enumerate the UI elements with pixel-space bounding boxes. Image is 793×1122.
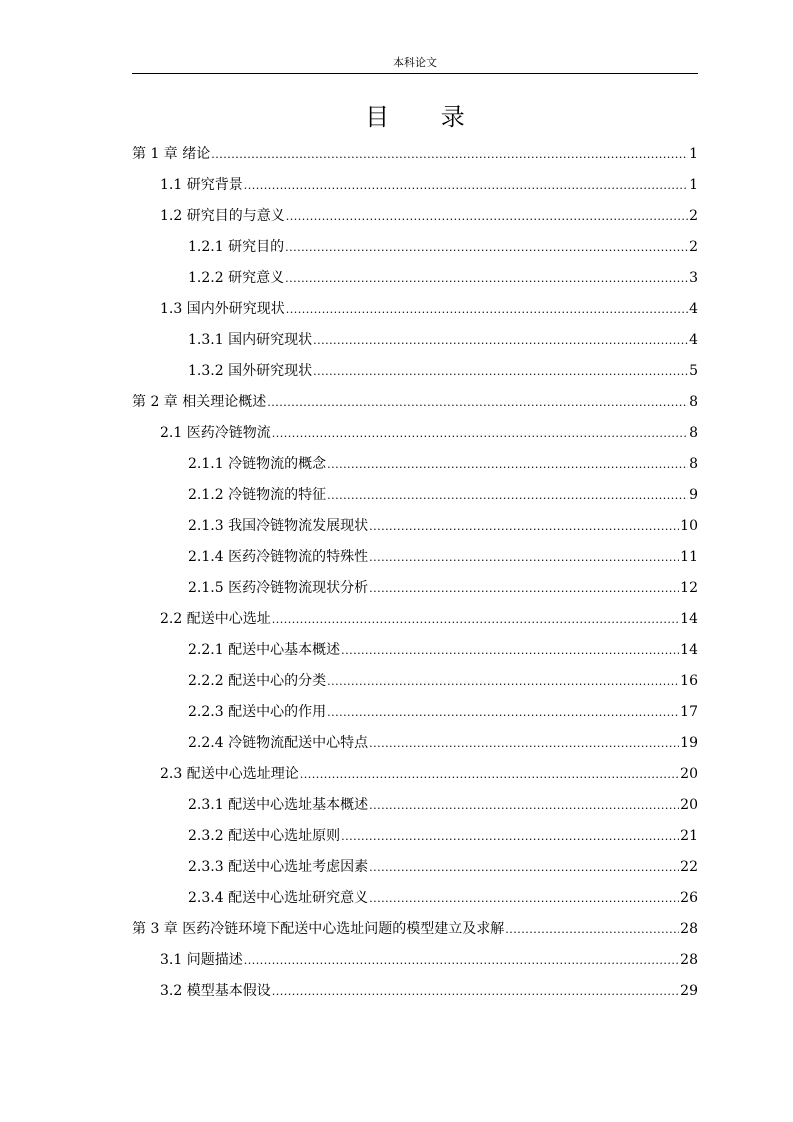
toc-entry-label: 3.1 问题描述 (160, 952, 243, 968)
toc-dot-leader (286, 201, 688, 232)
toc-entry-page: 21 (680, 828, 698, 844)
toc-entry-page: 8 (689, 394, 698, 410)
toc-entry-page: 29 (680, 983, 698, 999)
toc-entry-label: 1.1 研究背景 (160, 177, 243, 193)
toc-entry-label: 1.3.2 国外研究现状 (188, 363, 313, 379)
toc-dot-leader (272, 418, 688, 449)
toc-dot-leader (267, 387, 688, 418)
toc-entry[interactable] (132, 325, 698, 356)
toc-entry-page: 16 (680, 673, 698, 689)
toc-dot-leader (285, 263, 688, 294)
header-divider (132, 73, 698, 74)
toc-entry-page: 1 (689, 146, 698, 162)
toc-entry-label: 1.2.1 研究目的 (188, 239, 285, 255)
toc-entry-label: 1.3 国内外研究现状 (160, 301, 285, 317)
toc-entry-page: 10 (680, 518, 698, 534)
toc-entry[interactable] (132, 728, 698, 759)
toc-entry[interactable] (132, 759, 698, 790)
toc-dot-leader (505, 914, 679, 945)
toc-entry-page: 4 (689, 301, 698, 317)
toc-entry-page: 2 (689, 239, 698, 255)
toc-dot-leader (285, 232, 688, 263)
toc-entry-label: 2.3.4 配送中心选址研究意义 (188, 890, 369, 906)
toc-entry[interactable] (132, 945, 698, 976)
toc-entry[interactable] (132, 542, 698, 573)
toc-dot-leader (369, 883, 679, 914)
toc-dot-leader (369, 573, 679, 604)
toc-entry-label: 2.3.1 配送中心选址基本概述 (188, 797, 369, 813)
toc-entry[interactable] (132, 232, 698, 263)
toc-entry[interactable] (132, 697, 698, 728)
toc-dot-leader (369, 542, 679, 573)
toc-entry-page: 20 (680, 766, 698, 782)
toc-entry-label: 2.2 配送中心选址 (160, 611, 271, 627)
toc-entry[interactable] (132, 573, 698, 604)
toc-dot-leader (300, 759, 679, 790)
toc-dot-leader (369, 728, 679, 759)
toc-entry-page: 4 (689, 332, 698, 348)
toc-entry[interactable] (132, 263, 698, 294)
toc-entry-page: 22 (680, 859, 698, 875)
toc-entry-label: 2.2.4 冷链物流配送中心特点 (188, 735, 369, 751)
toc-entry-label: 2.1.2 冷链物流的特征 (188, 487, 327, 503)
toc-dot-leader (341, 821, 679, 852)
toc-dot-leader (244, 170, 688, 201)
toc-entry[interactable] (132, 201, 698, 232)
toc-entry-page: 5 (689, 363, 698, 379)
toc-entry-label: 第 3 章 医药冷链环境下配送中心选址问题的模型建立及求解 (132, 921, 505, 937)
toc-entry-page: 19 (680, 735, 698, 751)
toc-entry[interactable] (132, 139, 698, 170)
toc-entry-label: 2.3.3 配送中心选址考虑因素 (188, 859, 369, 875)
toc-entry[interactable] (132, 635, 698, 666)
toc-entry[interactable] (132, 604, 698, 635)
toc-entry-label: 2.1.4 医药冷链物流的特殊性 (188, 549, 369, 565)
toc-entry-page: 12 (680, 580, 698, 596)
toc-entry-page: 8 (689, 425, 698, 441)
toc-entry-label: 1.2.2 研究意义 (188, 270, 285, 286)
toc-entry-label: 2.1.3 我国冷链物流发展现状 (188, 518, 369, 534)
toc-entry-page: 11 (680, 549, 698, 565)
toc-entry-page: 8 (689, 456, 698, 472)
toc-entry-label: 2.2.3 配送中心的作用 (188, 704, 327, 720)
toc-entry-page: 14 (680, 611, 698, 627)
toc-dot-leader (369, 852, 679, 883)
toc-entry-label: 第 2 章 相关理论概述 (132, 394, 267, 410)
table-of-contents (132, 139, 698, 1007)
toc-entry-page: 26 (680, 890, 698, 906)
toc-entry-page: 2 (689, 208, 698, 224)
toc-dot-leader (327, 666, 679, 697)
toc-dot-leader (313, 325, 688, 356)
toc-dot-leader (341, 635, 679, 666)
toc-entry-label: 1.2 研究目的与意义 (160, 208, 285, 224)
toc-entry-page: 28 (680, 952, 698, 968)
toc-entry-label: 2.3 配送中心选址理论 (160, 766, 299, 782)
toc-entry[interactable] (132, 418, 698, 449)
toc-entry-page: 17 (680, 704, 698, 720)
toc-entry[interactable] (132, 480, 698, 511)
toc-entry-page: 28 (680, 921, 698, 937)
toc-entry-page: 1 (689, 177, 698, 193)
toc-entry-page: 3 (689, 270, 698, 286)
toc-entry[interactable] (132, 170, 698, 201)
toc-entry-label: 2.2.1 配送中心基本概述 (188, 642, 341, 658)
toc-entry-page: 20 (680, 797, 698, 813)
toc-dot-leader (211, 139, 688, 170)
toc-dot-leader (369, 790, 679, 821)
page-header: 本科论文 (393, 56, 437, 69)
toc-title: 目 录 (365, 103, 487, 131)
toc-dot-leader (327, 697, 679, 728)
toc-entry[interactable] (132, 387, 698, 418)
toc-entry[interactable] (132, 666, 698, 697)
toc-entry[interactable] (132, 976, 698, 1007)
toc-dot-leader (327, 480, 688, 511)
toc-entry[interactable] (132, 294, 698, 325)
toc-dot-leader (286, 294, 688, 325)
toc-entry-page: 14 (680, 642, 698, 658)
toc-entry-label: 2.1.1 冷链物流的概念 (188, 456, 327, 472)
toc-entry[interactable] (132, 883, 698, 914)
toc-entry[interactable] (132, 790, 698, 821)
toc-dot-leader (313, 356, 688, 387)
toc-entry-label: 1.3.1 国内研究现状 (188, 332, 313, 348)
toc-entry-label: 2.1 医药冷链物流 (160, 425, 271, 441)
toc-entry-label: 第 1 章 绪论 (132, 146, 211, 162)
toc-entry-label: 2.3.2 配送中心选址原则 (188, 828, 341, 844)
toc-entry[interactable] (132, 821, 698, 852)
toc-dot-leader (272, 976, 679, 1007)
toc-entry[interactable] (132, 449, 698, 480)
toc-entry[interactable] (132, 356, 698, 387)
toc-entry[interactable] (132, 511, 698, 542)
toc-dot-leader (272, 604, 679, 635)
toc-dot-leader (327, 449, 688, 480)
toc-dot-leader (369, 511, 679, 542)
toc-dot-leader (244, 945, 679, 976)
toc-entry-label: 2.2.2 配送中心的分类 (188, 673, 327, 689)
toc-entry-label: 2.1.5 医药冷链物流现状分析 (188, 580, 369, 596)
toc-entry[interactable] (132, 852, 698, 883)
toc-entry-label: 3.2 模型基本假设 (160, 983, 271, 999)
toc-entry-page: 9 (689, 487, 698, 503)
toc-entry[interactable] (132, 914, 698, 945)
